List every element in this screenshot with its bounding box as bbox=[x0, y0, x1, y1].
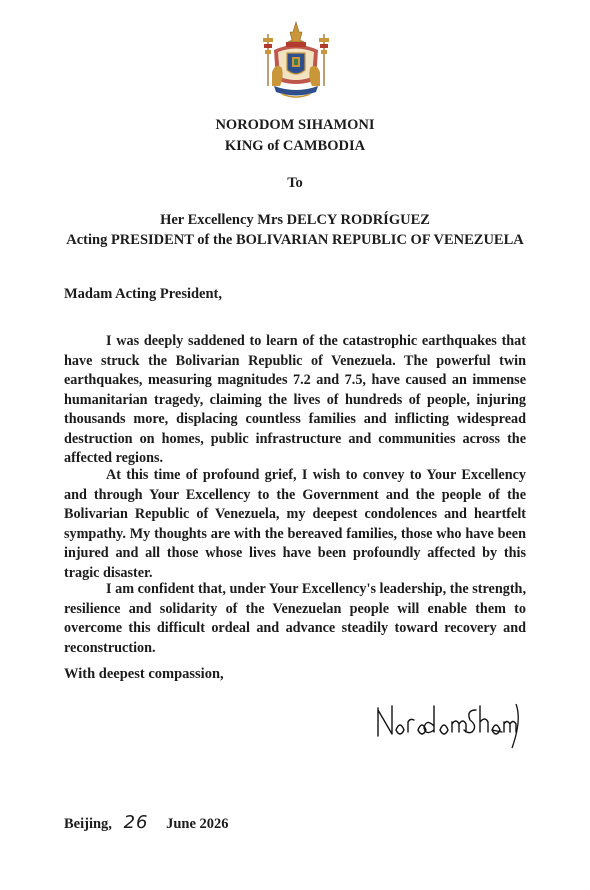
sender-name: NORODOM SIHAMONI bbox=[215, 117, 375, 133]
salutation: Madam Acting President, bbox=[64, 286, 223, 302]
handwritten-signature bbox=[372, 700, 522, 750]
date-place: Beijing, bbox=[64, 816, 112, 832]
date-line bbox=[64, 812, 229, 833]
body-paragraph-1: I was deeply saddened to learn of the catastrophic earthquakes that have struck the Bolivarian Republic of Venezuela. The powerful twin earthquakes, measuring magnitudes 7.2 and 7.5, have caused an immense humanitarian tragedy, claiming the lives of hundreds of people, injuring thousands more, displacing countless families and inflicting widespread destruction on homes, public infrastructure and communities across the affected regions. bbox=[64, 333, 526, 466]
closing: With deepest compassion, bbox=[64, 666, 224, 682]
body-paragraph-3: I am confident that, under Your Excellency's leadership, the strength, resilience and solidarity of the Venezuelan people will enable them to overcome this difficult ordeal and advance steadily toward recovery and reconstruction. bbox=[64, 581, 526, 656]
sender-title: KING of CAMBODIA bbox=[224, 138, 366, 154]
date-month-year: June 2026 bbox=[166, 816, 229, 832]
date-day-handwritten: 26 bbox=[123, 812, 149, 833]
recipient-line-1: Her Excellency Mrs DELCY RODRÍGUEZ bbox=[160, 212, 430, 228]
to-label: To bbox=[287, 175, 303, 191]
recipient-line-2: Acting PRESIDENT of the BOLIVARIAN REPUBLIC OF VENEZUELA bbox=[66, 232, 524, 248]
body-paragraph-2: At this time of profound grief, I wish to convey to Your Excellency and through Your Excellency to the Government and the people of the Bolivarian Republic of Venezuela, my deepest condolences and heartfelt sympathy. My thoughts are with the bereaved families, those who have been injured and all those whose lives have been profoundly affected by this tragic disaster. bbox=[64, 467, 526, 581]
royal-coat-of-arms-icon bbox=[258, 20, 334, 104]
